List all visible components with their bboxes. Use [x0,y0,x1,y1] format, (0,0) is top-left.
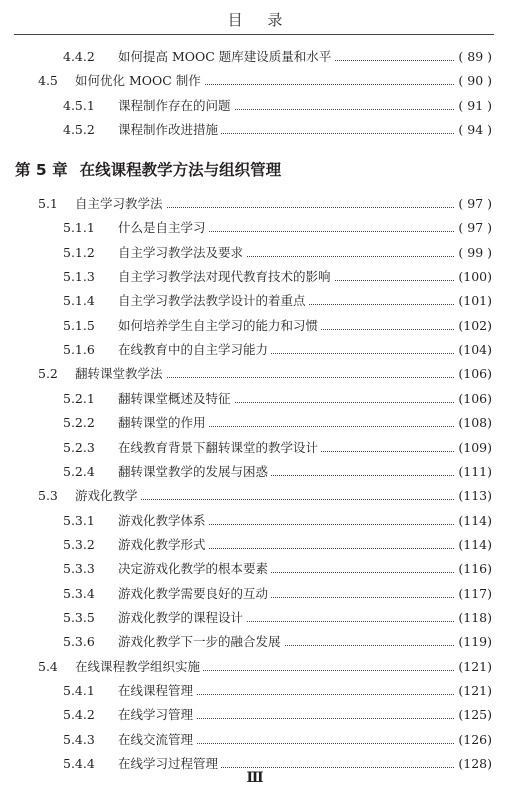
toc-entry-page: (119) [455,630,492,654]
toc-entry-number: 5.3 [38,488,58,504]
toc-entry-page: (121) [455,679,492,703]
toc-entry-number: 5.4.2 [63,707,95,723]
toc-entry-number: 5.2.3 [63,439,95,455]
toc-section-entry[interactable] [0,192,510,216]
toc-entry-title: 游戏化教学 [75,484,141,508]
toc-entry-number: 5.1.5 [63,317,95,333]
toc-entry-page: ( 94 ) [455,118,492,142]
chapter-number: 第 5 章 [15,161,68,179]
toc-subsection-entry[interactable] [0,679,510,703]
toc-entry-number: 5.4.3 [63,731,95,747]
toc-entry-title: 在线教育中的自主学习能力 [118,338,271,362]
toc-entry-page: (111) [455,460,492,484]
toc-entry-title: 游戏化教学形式 [118,533,209,557]
toc-entry-title: 游戏化教学体系 [118,509,209,533]
toc-entry-page: ( 97 ) [455,192,492,216]
toc-entry-page: (108) [455,411,492,435]
toc-subsection-entry[interactable] [0,387,510,411]
toc-subsection-entry[interactable] [0,289,510,313]
toc-section-entry[interactable] [0,362,510,386]
toc-entry-page: ( 90 ) [455,69,492,93]
toc-entry-number: 5.3.3 [63,561,95,577]
toc-subsection-entry[interactable] [0,728,510,752]
toc-entry-number: 5.1.4 [63,293,95,309]
toc-subsection-entry[interactable] [0,265,510,289]
toc-entry-title: 游戏化教学的课程设计 [118,606,246,630]
toc-entry-title: 课程制作改进措施 [118,118,221,142]
toc-entry-page: (106) [455,362,492,386]
toc-subsection-entry[interactable] [0,630,510,654]
toc-entry-title: 翻转课堂的作用 [118,411,209,435]
toc-entry-page: (114) [455,509,492,533]
toc-entry-title: 游戏化教学下一步的融合发展 [118,630,284,654]
toc-entry-page: ( 89 ) [455,45,492,69]
toc-entry-number: 5.4.4 [63,756,95,772]
toc-entry-page: (121) [455,655,492,679]
toc-entry-number: 5.3.2 [63,536,95,552]
toc-entry-number: 5.2.2 [63,415,95,431]
toc-section-entry[interactable] [0,69,510,93]
toc-entry-title: 在线学习过程管理 [118,752,221,776]
toc-entry-title: 课程制作存在的问题 [118,94,234,118]
toc-entry-title: 在线课程教学组织实施 [75,655,203,679]
toc-entry-title: 自主学习教学法及要求 [118,241,246,265]
toc-section-entry[interactable] [0,484,510,508]
toc-entry-number: 5.4 [38,658,58,674]
toc-subsection-entry[interactable] [0,216,510,240]
toc-entry-page: (118) [455,606,492,630]
toc-subsection-entry[interactable] [0,557,510,581]
toc-subsection-entry[interactable] [0,241,510,265]
toc-entry-title: 如何提高 MOOC 题库建设质量和水平 [118,45,334,69]
toc-entry-title: 决定游戏化教学的根本要素 [118,557,271,581]
toc-entry-title: 游戏化教学需要良好的互动 [118,582,271,606]
toc-entry-number: 5.2.1 [63,390,95,406]
toc-entry-number: 5.3.4 [63,585,95,601]
toc-subsection-entry[interactable] [0,411,510,435]
toc-entry-title: 在线课程管理 [118,679,196,703]
toc-entry-title: 翻转课堂概述及特征 [118,387,234,411]
toc-entry-page: (101) [455,289,492,313]
toc-entry-page: (113) [455,484,492,508]
toc-entry-page: (109) [455,436,492,460]
toc-entry-page: ( 99 ) [455,241,492,265]
toc-entry-title: 翻转课堂教学法 [75,362,166,386]
toc-entry-number: 5.1.6 [63,342,95,358]
toc-entry-number: 4.5.1 [63,97,95,113]
toc-subsection-entry[interactable] [0,45,510,69]
toc-subsection-entry[interactable] [0,606,510,630]
toc-subsection-entry[interactable] [0,338,510,362]
toc-entry-title: 翻转课堂教学的发展与困惑 [118,460,271,484]
toc-entry-page: (117) [455,582,492,606]
toc-entry-page: (114) [455,533,492,557]
toc-entry-title: 什么是自主学习 [118,216,209,240]
toc-entry-title: 自主学习教学法教学设计的着重点 [118,289,309,313]
toc-subsection-entry[interactable] [0,118,510,142]
toc-entry-number: 5.2 [38,366,58,382]
toc-entry-page: (116) [455,557,492,581]
toc-subsection-entry[interactable] [0,436,510,460]
toc-entry-title: 如何培养学生自主学习的能力和习惯 [118,314,321,338]
toc-entry-page: ( 91 ) [455,94,492,118]
toc-entry-number: 5.3.1 [63,512,95,528]
page-number: Ⅲ [246,770,264,786]
toc-entry-number: 4.5 [38,73,58,89]
toc-entry-page: (128) [455,752,492,776]
toc-entry-number: 5.1.2 [63,244,95,260]
toc-entry-page: (102) [455,314,492,338]
toc-entry-page: ( 97 ) [455,216,492,240]
toc-entry-number: 4.5.2 [63,121,95,137]
toc-subsection-entry[interactable] [0,314,510,338]
toc-entry-title: 自主学习教学法对现代教育技术的影响 [118,265,334,289]
page-header-title: 目 录 [227,11,293,29]
toc-subsection-entry[interactable] [0,533,510,557]
toc-entry-title: 自主学习教学法 [75,192,166,216]
toc-entry-title: 在线教育背景下翻转课堂的教学设计 [118,436,321,460]
toc-entry-number: 5.3.5 [63,609,95,625]
toc-entry-page: (126) [455,728,492,752]
toc-subsection-entry[interactable] [0,460,510,484]
toc-entry-number: 5.2.4 [63,463,95,479]
toc-entry-title: 如何优化 MOOC 制作 [75,69,204,93]
toc-entry-number: 5.3.6 [63,634,95,650]
toc-entry-number: 4.4.2 [63,49,95,64]
toc-entry-title: 在线交流管理 [118,728,196,752]
toc-entry-number: 5.4.1 [63,683,95,698]
toc-entry-number: 5.1.1 [63,220,95,236]
toc-section-entry[interactable] [0,655,510,679]
chapter-heading[interactable] [15,158,281,180]
toc-subsection-entry[interactable] [0,94,510,118]
toc-subsection-entry[interactable] [0,509,510,533]
toc-subsection-entry[interactable] [0,703,510,727]
toc-entry-page: (100) [455,265,492,289]
toc-entry-page: (106) [455,387,492,411]
toc-entry-page: (125) [455,703,492,727]
toc-entry-title: 在线学习管理 [118,703,196,727]
toc-entry-number: 5.1 [38,196,58,211]
toc-entry-page: (104) [455,338,492,362]
chapter-title: 在线课程教学方法与组织管理 [79,161,282,179]
toc-entry-number: 5.1.3 [63,269,95,285]
toc-subsection-entry[interactable] [0,582,510,606]
